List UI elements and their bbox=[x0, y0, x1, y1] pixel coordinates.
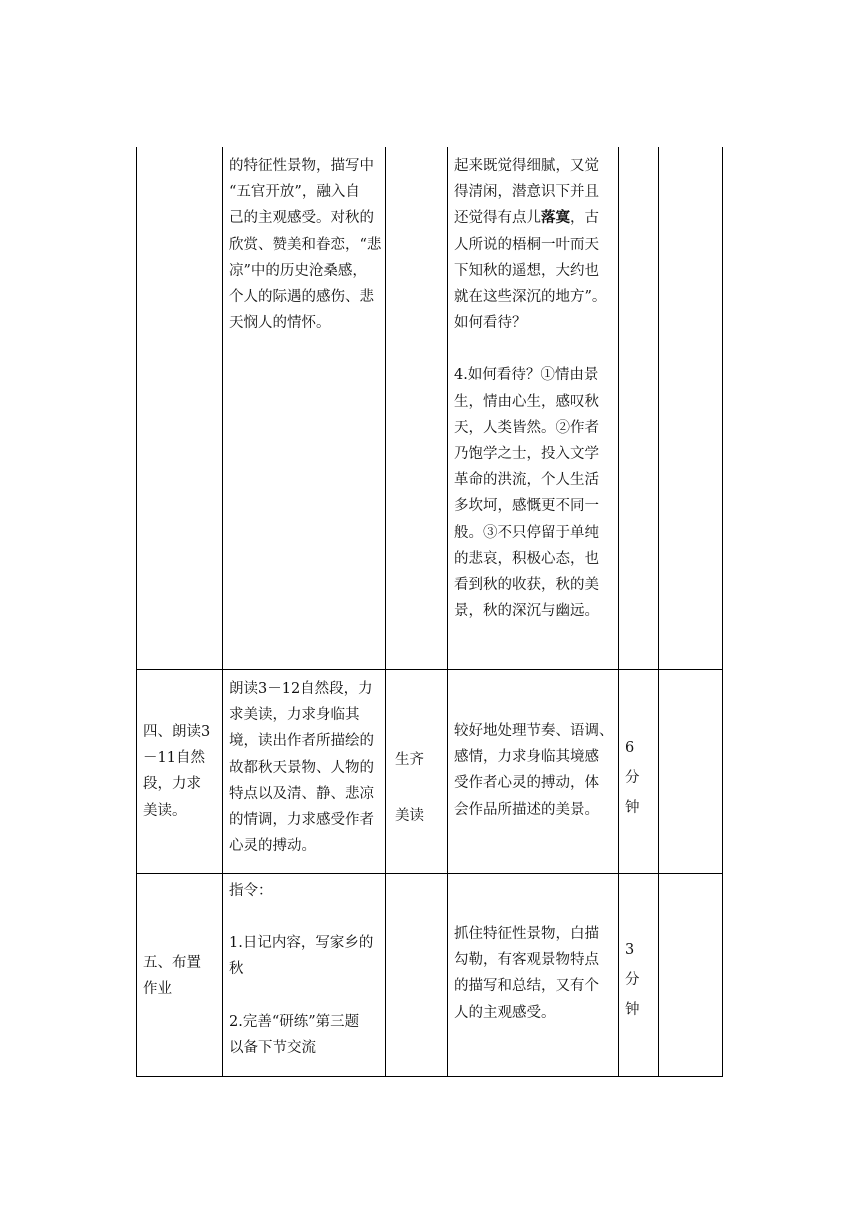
content-line: 的情调，力求感受作者 bbox=[229, 812, 374, 829]
effect-line: 受作者心灵的搏动，体 bbox=[454, 775, 599, 792]
effect-line: 乃饱学之士，投入文学 bbox=[454, 446, 599, 463]
table-column-divider bbox=[385, 147, 386, 1077]
effect-line: 般。③不只停留于单纯 bbox=[454, 524, 599, 541]
content-line: 己的主观感受。对秋的 bbox=[229, 210, 374, 227]
step-line: 美读。 bbox=[143, 802, 187, 819]
content-line: 特点以及清、静、悲凉 bbox=[229, 785, 374, 802]
effect-line: 多坎坷，感慨更不同一 bbox=[454, 498, 599, 515]
step-line: 段，力求 bbox=[143, 776, 201, 793]
effect-line: 景，秋的深沉与幽远。 bbox=[454, 603, 599, 620]
table-column-divider bbox=[658, 147, 659, 1077]
effect-line: 会作品所描述的美景。 bbox=[454, 801, 599, 818]
row1-content-cell bbox=[229, 153, 384, 336]
effect-line: 生，情由心生，感叹秋 bbox=[454, 393, 599, 410]
effect-line: 如何看待？ bbox=[454, 315, 527, 332]
effect-line: 抓住特征性景物，白描 bbox=[454, 926, 599, 942]
content-line: 个人的际遇的感伤、悲 bbox=[229, 289, 374, 306]
effect-line: 感情，力求身临其境感 bbox=[454, 749, 599, 766]
effect-line: 人所说的梧桐一叶而天 bbox=[454, 236, 599, 253]
step-line: 四、朗读3 bbox=[143, 724, 211, 740]
content-line: 朗读3－12自然段，力 bbox=[229, 681, 373, 697]
emphasis-text: 落寞 bbox=[541, 209, 570, 227]
effect-line: 天，人类皆然。②作者 bbox=[454, 419, 599, 436]
table-border-left bbox=[136, 147, 137, 1077]
table-border-right bbox=[722, 147, 723, 1077]
time-line: 3 bbox=[625, 942, 635, 958]
content-line: 2.完善“研练”第三题 bbox=[229, 1013, 360, 1030]
step-line: 五、布置 bbox=[143, 955, 201, 971]
table-column-divider bbox=[447, 147, 448, 1077]
content-line: 秋 bbox=[229, 961, 244, 978]
time-line: 分 bbox=[625, 770, 640, 786]
content-line: 求美读，力求身临其 bbox=[229, 707, 360, 724]
row3-effect-cell bbox=[454, 921, 619, 1026]
method-line: 生齐 bbox=[395, 752, 424, 768]
content-line: 天悯人的情怀。 bbox=[229, 315, 331, 332]
content-line: 以备下节交流 bbox=[229, 1039, 316, 1056]
row2-method-cell bbox=[395, 732, 443, 844]
time-line: 6 bbox=[625, 740, 635, 756]
row3-step-cell bbox=[143, 950, 223, 1002]
content-line: 境，读出作者所描绘的 bbox=[229, 733, 374, 750]
row2-effect-cell bbox=[454, 718, 619, 823]
table-column-divider bbox=[222, 147, 223, 1077]
effect-line: 人的主观感受。 bbox=[454, 1004, 556, 1021]
row2-time-cell bbox=[625, 733, 655, 823]
effect-line: 下知秋的遥想，大约也 bbox=[454, 262, 599, 279]
effect-line: 较好地处理节奏、语调、 bbox=[454, 723, 614, 739]
effect-line: 4.如何看待？①情由景 bbox=[454, 367, 599, 384]
method-line: 美读 bbox=[395, 808, 424, 824]
row2-step-cell bbox=[143, 719, 223, 824]
content-title: 指令： bbox=[229, 883, 273, 899]
content-line: 故都秋天景物、人物的 bbox=[229, 759, 374, 776]
table-row-divider bbox=[136, 669, 723, 670]
row1-effect-cell bbox=[454, 153, 619, 624]
row3-content-cell bbox=[229, 878, 384, 1061]
step-line: －11自然 bbox=[143, 750, 205, 767]
content-line: 欣赏、赞美和眷恋，“悲 bbox=[229, 236, 382, 253]
content-line: 1.日记内容，写家乡的 bbox=[229, 935, 374, 952]
time-line: 钟 bbox=[625, 1002, 640, 1018]
table-border-bottom bbox=[136, 1076, 723, 1077]
time-line: 钟 bbox=[625, 800, 640, 816]
table-row-divider bbox=[136, 873, 723, 874]
row2-content-cell bbox=[229, 676, 384, 859]
effect-line: 就在这些深沉的地方”。 bbox=[454, 289, 607, 306]
effect-line: 起来既觉得细腻，又觉 bbox=[454, 158, 599, 174]
effect-line: 还觉得有点儿落寞，古 bbox=[454, 209, 599, 227]
row3-time-cell bbox=[625, 935, 655, 1025]
step-line: 作业 bbox=[143, 981, 172, 998]
effect-line: 勾勒，有客观景物特点 bbox=[454, 952, 599, 969]
content-line: 凉”中的历史沧桑感， bbox=[229, 262, 367, 279]
content-line: “五官开放”，融入自 bbox=[229, 184, 360, 201]
effect-line: 得清闲，潜意识下并且 bbox=[454, 184, 599, 201]
effect-line: 革命的洪流，个人生活 bbox=[454, 472, 599, 489]
effect-line: 的悲哀，积极心态，也 bbox=[454, 550, 599, 567]
content-line: 的特征性景物，描写中 bbox=[229, 158, 374, 174]
content-line: 心灵的搏动。 bbox=[229, 838, 316, 855]
effect-line: 的描写和总结，又有个 bbox=[454, 978, 599, 995]
effect-line: 看到秋的收获，秋的美 bbox=[454, 577, 599, 594]
time-line: 分 bbox=[625, 972, 640, 988]
